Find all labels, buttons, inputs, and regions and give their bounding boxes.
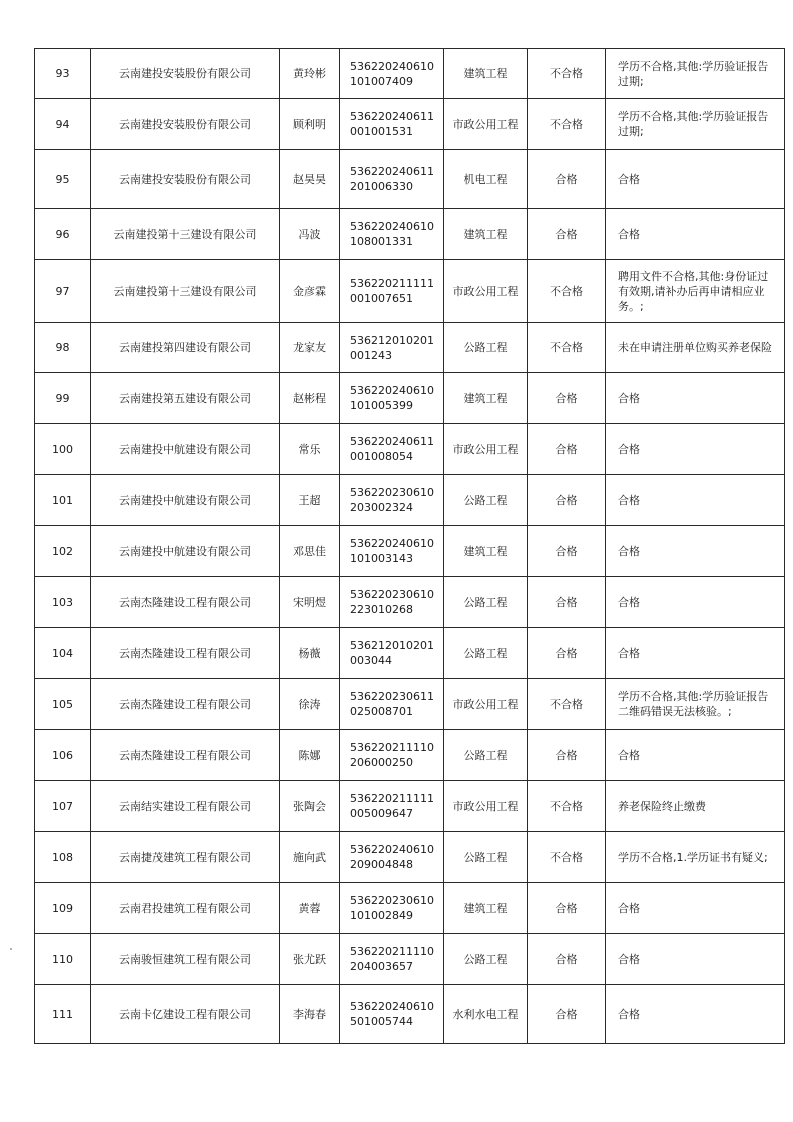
row-number: 106 [35, 730, 91, 781]
review-result: 合格 [528, 985, 606, 1044]
certificate-number: 536220240610501005744 [340, 985, 444, 1044]
table-row [35, 475, 785, 526]
person-name: 黄蓉 [280, 883, 340, 934]
review-result: 合格 [528, 883, 606, 934]
person-name: 赵彬程 [280, 373, 340, 424]
person-name: 龙家友 [280, 323, 340, 373]
review-result: 不合格 [528, 781, 606, 832]
company-name: 云南建投中航建设有限公司 [91, 424, 280, 475]
remark: 学历不合格,其他:学历验证报告过期; [606, 49, 785, 99]
certificate-number: 536212010201003044 [340, 628, 444, 679]
table-row [35, 209, 785, 260]
remark: 合格 [606, 934, 785, 985]
review-result: 不合格 [528, 323, 606, 373]
table-row [35, 323, 785, 373]
remark: 合格 [606, 526, 785, 577]
row-number: 109 [35, 883, 91, 934]
remark: 合格 [606, 883, 785, 934]
person-name: 常乐 [280, 424, 340, 475]
person-name: 李海春 [280, 985, 340, 1044]
company-name: 云南杰隆建设工程有限公司 [91, 628, 280, 679]
table-row [35, 99, 785, 150]
major: 公路工程 [444, 832, 528, 883]
major: 建筑工程 [444, 526, 528, 577]
remark: 合格 [606, 628, 785, 679]
review-result: 合格 [528, 628, 606, 679]
row-number: 108 [35, 832, 91, 883]
company-name: 云南建投第五建设有限公司 [91, 373, 280, 424]
certificate-number: 536220240611201006330 [340, 150, 444, 209]
review-result: 不合格 [528, 679, 606, 730]
remark: 学历不合格,其他:学历验证报告过期; [606, 99, 785, 150]
company-name: 云南结实建设工程有限公司 [91, 781, 280, 832]
row-number: 99 [35, 373, 91, 424]
certificate-number: 536220230610203002324 [340, 475, 444, 526]
company-name: 云南建投中航建设有限公司 [91, 475, 280, 526]
table-row [35, 577, 785, 628]
row-number: 95 [35, 150, 91, 209]
remark: 合格 [606, 577, 785, 628]
major: 建筑工程 [444, 373, 528, 424]
company-name: 云南卡亿建设工程有限公司 [91, 985, 280, 1044]
certificate-number: 536220211110204003657 [340, 934, 444, 985]
row-number: 101 [35, 475, 91, 526]
major: 市政公用工程 [444, 99, 528, 150]
certificate-number: 536220211110206000250 [340, 730, 444, 781]
company-name: 云南捷茂建筑工程有限公司 [91, 832, 280, 883]
major: 机电工程 [444, 150, 528, 209]
person-name: 王超 [280, 475, 340, 526]
major: 市政公用工程 [444, 260, 528, 323]
row-number: 102 [35, 526, 91, 577]
review-result: 合格 [528, 934, 606, 985]
company-name: 云南杰隆建设工程有限公司 [91, 679, 280, 730]
remark: 学历不合格,1.学历证书有疑义; [606, 832, 785, 883]
review-result: 不合格 [528, 49, 606, 99]
row-number: 96 [35, 209, 91, 260]
major: 市政公用工程 [444, 679, 528, 730]
remark: 合格 [606, 424, 785, 475]
table-row [35, 526, 785, 577]
major: 建筑工程 [444, 209, 528, 260]
row-number: 100 [35, 424, 91, 475]
company-name: 云南建投中航建设有限公司 [91, 526, 280, 577]
major: 建筑工程 [444, 49, 528, 99]
remark: 合格 [606, 985, 785, 1044]
person-name: 杨薇 [280, 628, 340, 679]
certificate-number: 536220230610101002849 [340, 883, 444, 934]
table-row [35, 628, 785, 679]
major: 公路工程 [444, 323, 528, 373]
major: 水利水电工程 [444, 985, 528, 1044]
scan-speck [10, 948, 12, 950]
company-name: 云南杰隆建设工程有限公司 [91, 577, 280, 628]
certificate-number: 536220240610108001331 [340, 209, 444, 260]
table-row [35, 49, 785, 99]
company-name: 云南骏恒建筑工程有限公司 [91, 934, 280, 985]
certificate-number: 536220230610223010268 [340, 577, 444, 628]
person-name: 金彦霖 [280, 260, 340, 323]
certificate-number: 536220240610209004848 [340, 832, 444, 883]
row-number: 104 [35, 628, 91, 679]
certificate-number: 536220211111005009647 [340, 781, 444, 832]
remark: 养老保险终止缴费 [606, 781, 785, 832]
person-name: 宋明煜 [280, 577, 340, 628]
company-name: 云南建投第十三建设有限公司 [91, 260, 280, 323]
person-name: 施向武 [280, 832, 340, 883]
row-number: 107 [35, 781, 91, 832]
major: 公路工程 [444, 934, 528, 985]
row-number: 93 [35, 49, 91, 99]
major: 公路工程 [444, 475, 528, 526]
table-row [35, 985, 785, 1044]
remark: 未在申请注册单位购买养老保险 [606, 323, 785, 373]
table-row [35, 150, 785, 209]
review-result: 合格 [528, 730, 606, 781]
person-name: 张尤跃 [280, 934, 340, 985]
company-name: 云南建投安装股份有限公司 [91, 99, 280, 150]
person-name: 顾利明 [280, 99, 340, 150]
table-row [35, 934, 785, 985]
person-name: 黄玲彬 [280, 49, 340, 99]
person-name: 冯波 [280, 209, 340, 260]
table-row [35, 832, 785, 883]
certificate-number: 536212010201001243 [340, 323, 444, 373]
review-result: 不合格 [528, 99, 606, 150]
major: 市政公用工程 [444, 424, 528, 475]
row-number: 111 [35, 985, 91, 1044]
table-row [35, 730, 785, 781]
major: 公路工程 [444, 730, 528, 781]
major: 公路工程 [444, 628, 528, 679]
review-result: 合格 [528, 526, 606, 577]
certificate-number: 536220240610101003143 [340, 526, 444, 577]
review-result: 合格 [528, 424, 606, 475]
company-name: 云南建投第十三建设有限公司 [91, 209, 280, 260]
remark: 合格 [606, 209, 785, 260]
certificate-number: 536220240610101007409 [340, 49, 444, 99]
review-result: 合格 [528, 373, 606, 424]
certificate-number: 536220230611025008701 [340, 679, 444, 730]
person-name: 邓思佳 [280, 526, 340, 577]
major: 建筑工程 [444, 883, 528, 934]
review-result: 不合格 [528, 832, 606, 883]
company-name: 云南君投建筑工程有限公司 [91, 883, 280, 934]
row-number: 94 [35, 99, 91, 150]
person-name: 张陶会 [280, 781, 340, 832]
review-result: 合格 [528, 150, 606, 209]
remark: 合格 [606, 373, 785, 424]
person-name: 赵昊昊 [280, 150, 340, 209]
table-row [35, 373, 785, 424]
certificate-number: 536220240611001008054 [340, 424, 444, 475]
company-name: 云南杰隆建设工程有限公司 [91, 730, 280, 781]
table-row [35, 781, 785, 832]
company-name: 云南建投第四建设有限公司 [91, 323, 280, 373]
table-row [35, 260, 785, 323]
row-number: 105 [35, 679, 91, 730]
table-row [35, 424, 785, 475]
review-result: 合格 [528, 577, 606, 628]
major: 公路工程 [444, 577, 528, 628]
company-name: 云南建投安装股份有限公司 [91, 49, 280, 99]
remark: 聘用文件不合格,其他:身份证过有效期,请补办后再申请相应业务。; [606, 260, 785, 323]
row-number: 98 [35, 323, 91, 373]
row-number: 110 [35, 934, 91, 985]
major: 市政公用工程 [444, 781, 528, 832]
table-row [35, 883, 785, 934]
review-result: 合格 [528, 209, 606, 260]
remark: 合格 [606, 730, 785, 781]
review-result: 不合格 [528, 260, 606, 323]
table-row [35, 679, 785, 730]
row-number: 103 [35, 577, 91, 628]
review-result: 合格 [528, 475, 606, 526]
certificate-number: 536220240610101005399 [340, 373, 444, 424]
certificate-number: 536220211111001007651 [340, 260, 444, 323]
registration-review-table [34, 48, 785, 1044]
company-name: 云南建投安装股份有限公司 [91, 150, 280, 209]
certificate-number: 536220240611001001531 [340, 99, 444, 150]
remark: 学历不合格,其他:学历验证报告二维码错误无法核验。; [606, 679, 785, 730]
row-number: 97 [35, 260, 91, 323]
remark: 合格 [606, 475, 785, 526]
person-name: 陈娜 [280, 730, 340, 781]
remark: 合格 [606, 150, 785, 209]
person-name: 徐涛 [280, 679, 340, 730]
